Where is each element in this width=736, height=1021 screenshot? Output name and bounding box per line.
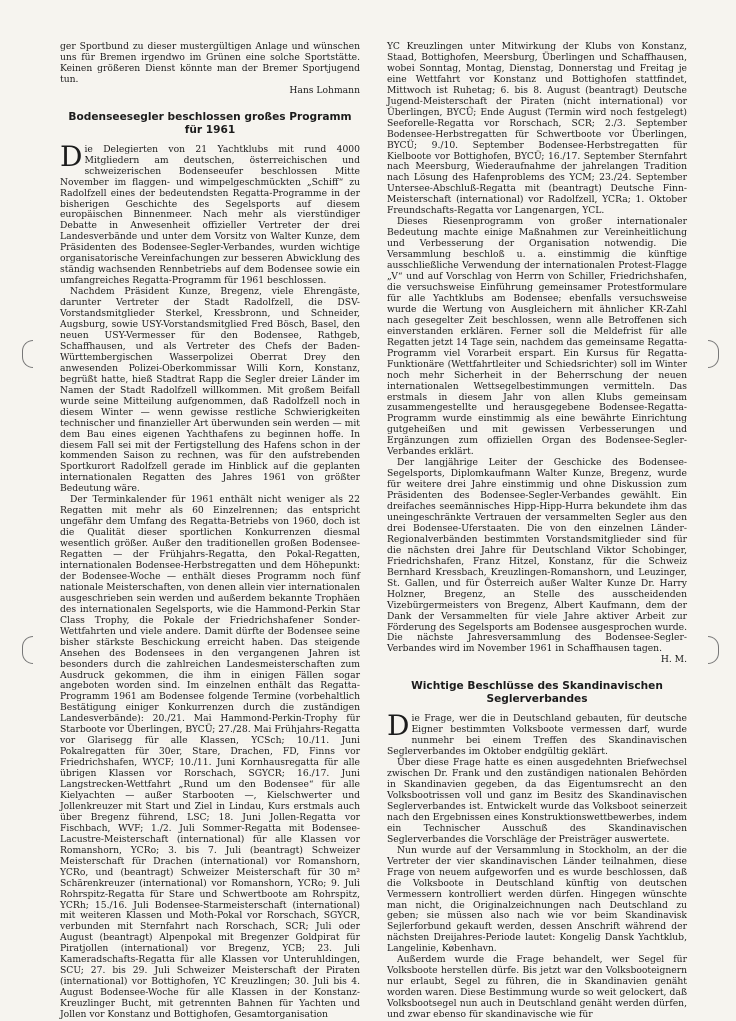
article-paragraph: Außerdem wurde die Frage behandelt, wer Segel für Volksboote herstellen dürfe. Bis jetzt war den Volksbooteignern nur erlaubt, Segel zu führen, die in Skandinavien genäht worden waren. Diese Bestimmung wurde so weit gelockert, daß Volksbootsegel nun auch in Deutschland genäht werden dürfen, und zwar ebenso für skandinavische wie für (387, 954, 687, 1021)
article-paragraph: Nun wurde auf der Versammlung in Stockholm, an der die Vertreter der vier skandinavischen Länder teilnahmen, diese Frage von neuem aufgeworfen und es wurde beschlossen, daß die Volksboote in Deutschland künftig von deutschen Vermessern kontrolliert werden dürfen. Hingegen wünschte man nicht, die Originalzeichnungen nach Deutschland zu geben; sie müssen also nach wie vor beim Skandinavisk Sejlerforbund gekauft werden, dessen Anschrift während der nächsten Dreijahres-Periode lautet: Kongelig Dansk Yachtklub, Langelinie, København. (387, 844, 687, 955)
article-paragraph: Dieses Riesenprogramm von großer internationaler Bedeutung machte einige Maßnahmen zur Vereinheitlichung und Verbesserung der Organisation notwendig. Die Versammlung beschloß u. a. einstimmig die künftige ausschließliche Verwendung der internationalen Protest-Flagge „V“ und auf Vorschlag von Herrn von Schiller, Friedrichshafen, die versuchsweise Einführung gemeinsamer Protestformulare für alle Yachtklubs am Bodensee; ebenfalls versuchsweise wurde die Wertung von Ausgleichern mit ähnlicher KR-Zahl nach gesegelter Zeit beschlossen, wenn alle Betroffenen sich einverstanden erklären. Ferner soll die Meldefrist für alle Regatten jetzt 14 Tage sein, nachdem das gemeinsame Regatta-Programm viel Vorarbeit erspart. Ein Kursus für Regatta-Funktionäre (Wettfahrtleiter und Schiedsrichter) soll im Winter noch mehr Sicherheit in der Beherrschung der neuen internationalen Wettsegelbestimmungen vermitteln. Das erstmals in diesem Jahr von allen Klubs gemeinsam zusammengestellte und herausgegebene Bodensee-Regatta-Programm wurde einstimmig als eine bewährte Einrichtung gutgeheißen und mit gewissen Verbesserungen und Ergänzungen zum offiziellen Organ des Bodensee-Segler-Verbandes erklärt. (387, 216, 687, 458)
right-column (387, 41, 687, 1021)
left-column (60, 41, 360, 1021)
punch-hole-mark (708, 636, 719, 664)
intro-author: Hans Lohmann (289, 84, 360, 96)
article-paragraph: YC Kreuzlingen unter Mitwirkung der Klubs von Konstanz, Staad, Bottighofen, Meersburg, Überlingen und Schaffhausen, wobei Sonntag, Montag, Dienstag, Donnerstag und Freitag je eine Wettfahrt vor Konstanz und Bottighofen stattfindet, Mittwoch ist Ruhetag; 6. bis 8. August (beantragt) Deutsche Jugend-Meisterschaft der Piraten (nicht international) vor Überlingen, BYCÜ; Ende August (Termin wird noch festgelegt) Seeforelle-Regatta vor Rorschach, SCR; 2./3. September Bodensee-Herbstregatten für Schwertboote vor Überlingen, BYCÜ; 9./10. September Bodensee-Herbstregatten für Kielboote vor Bottighofen, BYCÜ; 16./17. September Sternfahrt nach Meersburg, Wiederaufnahme der jahrelangen Tradition nach Lösung des Hafenproblems des YCM; 23./24. September Untersee-Abschluß-Regatta mit (beantragt) Deutsche Finn-Meisterschaft (international) vor Radolfzell, YCRa; 1. Oktober Freundschafts-Regatta vor Langenargen, YCL. (387, 41, 687, 217)
punch-hole-mark (708, 340, 719, 368)
punch-hole-mark (22, 340, 33, 368)
article-paragraph: Die Delegierten von 21 Yachtklubs mit rund 4000 Mitgliedern am deutschen, österreichischen und schweizerischen Bodenseeufer beschlossen Mitte November im flaggen- und wimpelgeschmückten „Schiff“ zu Radolfzell eines der bedeutendsten Regatta-Programme in der bisherigen Geschichte des Segelsports auf diesem europäischen Binnenmeer. Nach mehr als vierstündiger Debatte in Anwesenheit offizieller Vertreter der drei Landesverbände und unter dem Vorsitz von Walter Kunze, dem Präsidenten des Bodensee-Segler-Verbandes, wurden wichtige organisatorische Vereinfachungen zur besseren Abwicklung des ständig wachsenden Rennbetriebs auf dem Bodensee sowie ein umfangreiches Regatta-Programm für 1961 beschlossen. (60, 139, 360, 287)
article-paragraph: Der langjährige Leiter der Geschicke des Bodensee-Segelsports, Diplomkaufmann Walter Kunze, Bregenz, wurde für weitere drei Jahre einstimmig und ohne Diskussion zum Präsidenten des Bodensee-Segler-Verbandes gewählt. Ein dreifaches seemännisches Hipp-Hipp-Hurra bekundete ihm das uneingeschränkte Vertrauen der versammelten Segler aus den drei Bodensee-Uferstaaten. Die von den einzelnen Länder-Regionalverbänden bestimmten Vorstandsmitglieder sind für die nächsten drei Jahre für Deutschland Viktor Schobinger, Friedrichshafen, Franz Hitzel, Konstanz, für die Schweiz Bernhard Kressbach, Kreuzlingen-Romanshorn, und Leuzinger, St. Gallen, und für Österreich außer Walter Kunze Dr. Harry Holzner, Bregenz, an Stelle des ausscheidenden Vizebürgermeisters von Bregenz, Albert Kaufmann, dem der Dank der Versammelten für viele Jahre aktiver Arbeit zur Förderung des Segelsports am Bodensee ausgesprochen wurde. Die nächste Jahresversammlung des Bodensee-Segler-Verbandes wird im November 1961 in Schaffhausen tagen. (387, 457, 687, 655)
article-paragraph: Die Frage, wer die in Deutschland gebauten, für deutsche Eigner bestimmten Volksboote vermessen darf, wurde nunmehr bei einem Treffen des Skandinavischen Seglerverbandes im Oktober endgültig geklärt. (387, 709, 687, 758)
article-paragraph: Nachdem Präsident Kunze, Bregenz, viele Ehrengäste, darunter Vertreter der Stadt Radolfzell, die DSV-Vorstandsmitglieder Sterkel, Kressbronn, und Schneider, Augsburg, sowie USY-Vorstandsmitglied Fred Bösch, Basel, den neuen USY-Vermesser für den Bodensee, Rathgeb, Schaffhausen, und als Vertreter des Chefs der Baden-Württembergischen Wasserpolizei Oberrat Drey den anwesenden Polizei-Oberkommissar Willi Korn, Konstanz, begrüßt hatte, hieß Stadtrat Rapp die Segler dreier Länder im Namen der Stadt Radolfzell willkommen. Mit großem Beifall wurde seine Mitteilung aufgenommen, daß Radolfzell noch in diesem Winter — wenn gewisse restliche Schwierigkeiten technischer und finanzieller Art überwunden sein werden — mit dem Bau eines eigenen Yachthafens zu beginnen hoffe. In diesem Fall sei mit der Fertigstellung des Hafens schon in der kommenden Saison zu rechnen, was für den aufstrebenden Sportkurort Radolfzell gerade im Hinblick auf die geplanten internationalen Regatten des Jahres 1961 von größter Bedeutung wäre. (60, 286, 360, 495)
author-initials: H. M. (660, 654, 687, 666)
headline-skandinavien: Wichtige Beschlüsse des Skandinavischen Seglerverbandes (411, 680, 663, 706)
punch-hole-mark (22, 636, 33, 664)
intro-paragraph: ger Sportbund zu dieser mustergültigen Anlage und wünschen uns für Bremen irgendwo im Grünen eine solche Sportstätte. Keinen größeren Dienst könnte man der Bremer Sportjugend tun. (60, 41, 360, 85)
article-paragraph: Der Terminkalender für 1961 enthält nicht weniger als 22 Regatten mit mehr als 60 Einzelrennen; das entspricht ungefähr dem Umfang des Regatta-Betriebs von 1960, doch ist die Qualität dieser sportlichen Konkurrenzen diesmal wesentlich größer. Außer den traditionellen großen Bodensee-Regatten — der Frühjahrs-Regatta, den Pokal-Regatten, internationalen Bodensee-Herbstregatten und dem Höhepunkt: der Bodensee-Woche — enthält dieses Programm noch fünf nationale Meisterschaften, von denen allein vier internationalen ausgeschrieben sein werden und außerdem bekannte Trophäen des internationalen Segelsports, wie die Hammond-Perkin Star Class Trophy, die Pokale der Friedrichshafener Sonder-Wettfahrten und viele andere. Damit dürfte der Bodensee seine bisher stärkste Beschickung erreicht haben. Das steigende Ansehen des Bodensees in den vergangenen Jahren ist besonders durch die zahlreichen Landesmeisterschaften zum Ausdruck gekommen, die ihm in einigen Fällen sogar angeboten worden sind. Im einzelnen enthält das Regatta-Programm 1961 am Bodensee folgende Termine (vorbehaltlich Bestätigung einiger Konkurrenzen durch die zuständigen Landesverbände): 20./21. Mai Hammond-Perkin-Trophy für Starboote vor Überlingen, BYCÜ; 27./28. Mai Frühjahrs-Regatta vor Glarisegg für alle Klassen, YCSch; 10./11. Juni Pokalregatten für 30er, Stare, Drachen, FD, Finns vor Friedrichshafen, WYCF; 10./11. Juni Kornhausregatta für alle übrigen Klassen vor Rorschach, SGYCR; 16./17. Juni Langstrecken-Wettfahrt „Rund um den Bodensee“ für alle Kielyachten — außer Starbooten —, Kielschwerter und Jollenkreuzer mit Start und Ziel in Lindau, Kurs erstmals auch über Bregenz führend, LSC; 18. Juni Jollen-Regatta vor Fischbach, WVF; 1./2. Juli Sommer-Regatta mit Bodensee-Lacustre-Meisterschaft (international) für alle Klassen vor Romanshorn, YCRo; 3. bis 7. Juli (beantragt) Schweizer Meisterschaft für Drachen (international) vor Romanshorn, YCRo, und (beantragt) Schweizer Meisterschaft für 30 m² Schärenkreuzer (international) vor Romanshorn, YCRo; 9. Juli Rohrspitz-Regatta für Stare und Schwertboote am Rohrspitz, YCRh; 15./16. Juli Bodensee-Starmeisterschaft (international) mit weiteren Klassen und Moth-Pokal vor Rorschach, SGYCR, verbunden mit Sternfahrt nach Rorschach, SCR; Juli oder August (beantragt) Alpenpokal mit Bregenzer Goldpirat für Piratjollen (international) vor Bregenz, YCB; 23. Juli Kameradschafts-Regatta für alle Klassen vor Unteruhldingen, SCU; 27. bis 29. Juli Schweizer Meisterschaft der Piraten (international) vor Bottighofen, YC Kreuzlingen; 30. Juli bis 4. August Bodensee-Woche für alle Klassen in der Konstanz-Kreuzlinger Bucht, mit getrennten Bahnen für Yachten und Jollen vor Konstanz und Bottighofen, Gesamtorganisation (60, 494, 360, 1021)
article-paragraph: Über diese Frage hatte es einen ausgedehnten Briefwechsel zwischen Dr. Frank und den zuständigen nationalen Behörden in Skandinavien gegeben, da das Eigentumsrecht an den Volksbootrissen voll und ganz im Besitz des Skandinavischen Seglerverbandes ist. Entwickelt wurde das Volksboot seinerzeit nach den Ergebnissen eines Konstruktionswettbewerbes, indem ein Technischer Ausschuß des Skandinavischen Seglerverbandes die Vorschläge der Preisträger auswertete. (387, 757, 687, 845)
headline-bodensee: Bodenseesegler beschlossen großes Programm für 1961 (68, 110, 352, 136)
